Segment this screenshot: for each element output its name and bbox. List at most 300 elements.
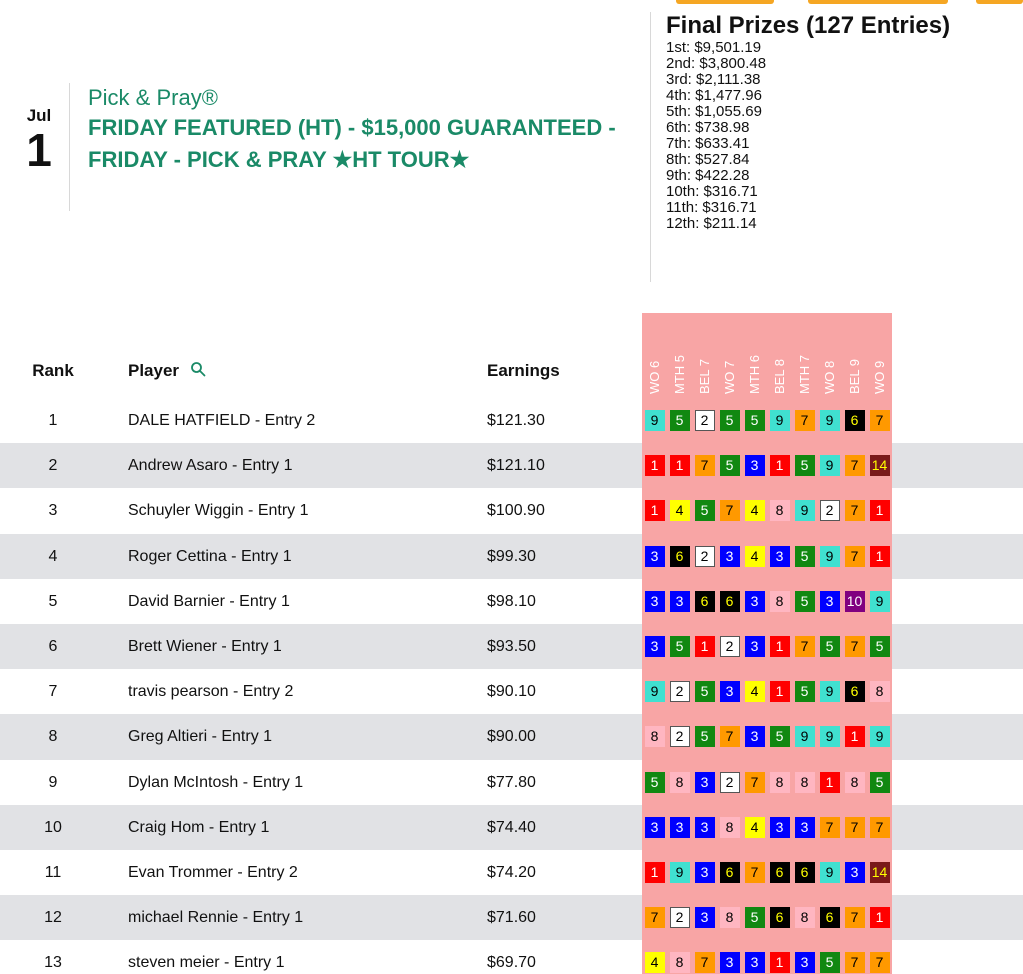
pick-number: 3: [845, 862, 865, 883]
race-header: [667, 313, 692, 398]
prize-item: 5th: $1,055.69: [666, 103, 762, 120]
table-row[interactable]: [0, 714, 1023, 759]
table-row[interactable]: [0, 760, 1023, 805]
pick-cell: [767, 940, 792, 974]
pick-number: 5: [745, 410, 765, 431]
picks: [642, 624, 892, 669]
pick-cell: [792, 579, 817, 624]
picks: [642, 805, 892, 850]
picks: [642, 850, 892, 895]
pick-cell: [767, 760, 792, 805]
pick-number: 3: [695, 817, 715, 838]
pick-number: 3: [645, 636, 665, 657]
pick-cell: [717, 805, 742, 850]
pick-number: 3: [795, 817, 815, 838]
pick-number: 8: [770, 772, 790, 793]
picks: [642, 940, 892, 974]
player-cell: Dylan McIntosh - Entry 1: [128, 773, 304, 791]
pick-number: 7: [870, 952, 890, 973]
search-icon[interactable]: [190, 361, 206, 382]
race-label: BEL 9: [847, 359, 862, 394]
rank-cell: 5: [48, 592, 58, 610]
pick-number: 3: [670, 591, 690, 612]
pick-cell: [792, 443, 817, 488]
pick-cell: [642, 805, 667, 850]
pick-cell: [742, 443, 767, 488]
table-row[interactable]: [0, 669, 1023, 714]
pick-number: 6: [720, 862, 740, 883]
pick-cell: [692, 579, 717, 624]
pick-cell: [742, 579, 767, 624]
top-tab[interactable]: [976, 0, 1023, 4]
pick-cell: [842, 534, 867, 579]
pick-cell: [842, 760, 867, 805]
pick-number: 9: [795, 500, 815, 521]
race-header: [742, 313, 767, 398]
table-row[interactable]: [0, 488, 1023, 533]
pick-number: 5: [645, 772, 665, 793]
contest-name: FRIDAY FEATURED (HT) - $15,000 GUARANTEED - FRIDAY - PICK & PRAY ★HT TOUR★: [88, 115, 616, 172]
pick-number: 5: [795, 546, 815, 567]
pick-cell: [667, 579, 692, 624]
pick-number: 8: [720, 817, 740, 838]
pick-cell: [767, 669, 792, 714]
pick-cell: [667, 805, 692, 850]
contest-brand: Pick & Pray®: [88, 85, 218, 110]
pick-number: 3: [770, 546, 790, 567]
contest-header: [88, 84, 648, 176]
earnings-cell: $74.40: [487, 818, 536, 836]
earnings-cell: $100.90: [487, 502, 545, 520]
final-prizes-panel: [650, 12, 950, 282]
pick-cell: [742, 488, 767, 533]
table-row[interactable]: [0, 940, 1023, 974]
pick-cell: [817, 895, 842, 940]
player-cell: DALE HATFIELD - Entry 2: [128, 412, 316, 429]
earnings-cell: $98.10: [487, 592, 536, 610]
pick-cell: [792, 760, 817, 805]
pick-cell: [842, 624, 867, 669]
race-header: [642, 313, 667, 398]
pick-cell: [692, 895, 717, 940]
pick-cell: [742, 624, 767, 669]
race-header: [817, 313, 842, 398]
pick-number: 2: [720, 636, 740, 657]
pick-number: 1: [770, 636, 790, 657]
earnings-cell: $121.30: [487, 412, 545, 429]
top-tab[interactable]: [808, 0, 948, 4]
pick-cell: [742, 895, 767, 940]
pick-number: 2: [670, 907, 690, 928]
prize-list: [666, 40, 950, 232]
pick-cell: [817, 488, 842, 533]
picks: [642, 398, 892, 443]
prize-item: 6th: $738.98: [666, 119, 750, 136]
pick-cell: [842, 805, 867, 850]
pick-cell: [642, 940, 667, 974]
table-row[interactable]: [0, 534, 1023, 579]
earnings-cell: $77.80: [487, 773, 536, 791]
pick-number: 3: [720, 681, 740, 702]
pick-cell: [742, 714, 767, 759]
pick-cell: [667, 940, 692, 974]
player-cell: David Barnier - Entry 1: [128, 592, 290, 610]
earnings-cell: $90.10: [487, 683, 536, 701]
pick-cell: [717, 669, 742, 714]
pick-number: 5: [795, 681, 815, 702]
pick-number: 5: [745, 907, 765, 928]
pick-cell: [867, 669, 892, 714]
pick-cell: [642, 534, 667, 579]
pick-number: 14: [870, 862, 890, 883]
earnings-cell: $74.20: [487, 863, 536, 881]
pick-cell: [667, 714, 692, 759]
pick-cell: [817, 534, 842, 579]
pick-number: 8: [670, 772, 690, 793]
pick-cell: [817, 579, 842, 624]
pick-number: 8: [770, 500, 790, 521]
pick-number: 9: [870, 591, 890, 612]
race-label: BEL 8: [772, 359, 787, 394]
pick-number: 7: [745, 862, 765, 883]
pick-cell: [867, 805, 892, 850]
pick-number: 2: [695, 410, 715, 431]
pick-number: 3: [770, 817, 790, 838]
race-label: MTH 5: [672, 355, 687, 394]
pick-cell: [717, 760, 742, 805]
pick-cell: [692, 488, 717, 533]
pick-cell: [742, 805, 767, 850]
pick-cell: [642, 714, 667, 759]
pick-cell: [642, 760, 667, 805]
pick-cell: [867, 579, 892, 624]
pick-number: 1: [645, 455, 665, 476]
pick-number: 1: [845, 726, 865, 747]
player-cell: steven meier - Entry 1: [128, 954, 285, 972]
pick-cell: [767, 805, 792, 850]
pick-cell: [767, 850, 792, 895]
pick-number: 7: [845, 907, 865, 928]
rank-cell: 7: [48, 683, 58, 701]
pick-cell: [667, 443, 692, 488]
pick-number: 14: [870, 455, 890, 476]
pick-cell: [642, 669, 667, 714]
pick-cell: [867, 624, 892, 669]
pick-number: 5: [820, 636, 840, 657]
pick-cell: [692, 760, 717, 805]
prize-item: 9th: $422.28: [666, 167, 750, 184]
pick-cell: [842, 398, 867, 443]
pick-cell: [867, 443, 892, 488]
pick-cell: [867, 850, 892, 895]
pick-number: 3: [695, 907, 715, 928]
pick-cell: [742, 669, 767, 714]
pick-number: 6: [820, 907, 840, 928]
pick-cell: [842, 850, 867, 895]
contest-date: [22, 106, 56, 174]
picks: [642, 488, 892, 533]
pick-number: 4: [745, 500, 765, 521]
pick-number: 3: [695, 772, 715, 793]
pick-cell: [817, 443, 842, 488]
race-label: MTH 7: [797, 355, 812, 394]
picks: [642, 760, 892, 805]
pick-number: 1: [870, 907, 890, 928]
picks: [642, 579, 892, 624]
pick-number: 8: [645, 726, 665, 747]
pick-number: 8: [795, 907, 815, 928]
rank-cell: 8: [48, 728, 58, 746]
top-tab-strip: [676, 0, 1023, 4]
pick-number: 9: [645, 410, 665, 431]
player-cell: Craig Hom - Entry 1: [128, 818, 270, 836]
pick-cell: [667, 669, 692, 714]
pick-cell: [667, 895, 692, 940]
pick-number: 7: [695, 952, 715, 973]
table-row[interactable]: [0, 579, 1023, 624]
prize-item: 12th: $211.14: [666, 215, 757, 232]
pick-number: 6: [795, 862, 815, 883]
final-prizes-title: Final Prizes (127 Entries): [666, 12, 951, 39]
player-cell: Andrew Asaro - Entry 1: [128, 457, 293, 475]
race-headers: [642, 313, 892, 398]
pick-cell: [817, 850, 842, 895]
pick-number: 1: [645, 862, 665, 883]
pick-number: 9: [820, 455, 840, 476]
pick-cell: [867, 895, 892, 940]
table-row[interactable]: [0, 850, 1023, 895]
table-row[interactable]: [0, 443, 1023, 488]
pick-cell: [767, 624, 792, 669]
pick-number: 5: [820, 952, 840, 973]
earnings-cell: $90.00: [487, 728, 536, 746]
picks: [642, 895, 892, 940]
player-cell: Roger Cettina - Entry 1: [128, 547, 292, 565]
pick-cell: [817, 940, 842, 974]
pick-number: 8: [770, 591, 790, 612]
pick-cell: [692, 714, 717, 759]
pick-number: 6: [845, 681, 865, 702]
pick-cell: [717, 714, 742, 759]
pick-number: 2: [720, 772, 740, 793]
pick-cell: [692, 443, 717, 488]
pick-number: 1: [695, 636, 715, 657]
earnings-cell: $99.30: [487, 547, 536, 565]
pick-number: 7: [695, 455, 715, 476]
pick-number: 9: [820, 546, 840, 567]
pick-number: 8: [845, 772, 865, 793]
pick-number: 3: [745, 455, 765, 476]
pick-cell: [742, 398, 767, 443]
race-label: BEL 7: [697, 359, 712, 394]
pick-cell: [792, 895, 817, 940]
rank-cell: 9: [48, 773, 58, 791]
pick-cell: [742, 940, 767, 974]
pick-cell: [717, 443, 742, 488]
pick-number: 3: [820, 591, 840, 612]
pick-number: 7: [845, 546, 865, 567]
rank-cell: 6: [48, 637, 58, 655]
picks: [642, 714, 892, 759]
pick-number: 7: [795, 636, 815, 657]
leaderboard-header: [0, 313, 1023, 398]
pick-number: 3: [745, 726, 765, 747]
player-header[interactable]: [128, 361, 206, 382]
earnings-cell: $93.50: [487, 637, 536, 655]
pick-number: 9: [670, 862, 690, 883]
pick-number: 1: [645, 500, 665, 521]
pick-number: 5: [695, 726, 715, 747]
pick-number: 7: [845, 636, 865, 657]
table-row[interactable]: [0, 624, 1023, 669]
pick-cell: [817, 760, 842, 805]
pick-cell: [792, 534, 817, 579]
pick-cell: [642, 398, 667, 443]
rank-header[interactable]: Rank: [32, 361, 74, 380]
pick-cell: [767, 579, 792, 624]
pick-cell: [667, 488, 692, 533]
table-row[interactable]: [0, 805, 1023, 850]
player-cell: Brett Wiener - Entry 1: [128, 637, 282, 655]
pick-cell: [717, 624, 742, 669]
pick-number: 6: [720, 591, 740, 612]
pick-cell: [792, 398, 817, 443]
player-cell: Schuyler Wiggin - Entry 1: [128, 502, 309, 520]
pick-cell: [792, 488, 817, 533]
pick-number: 9: [820, 410, 840, 431]
pick-number: 8: [720, 907, 740, 928]
pick-number: 5: [670, 410, 690, 431]
pick-number: 1: [770, 681, 790, 702]
pick-number: 3: [745, 591, 765, 612]
pick-number: 7: [795, 410, 815, 431]
leaderboard: [0, 313, 1023, 974]
race-header: [767, 313, 792, 398]
pick-number: 4: [745, 681, 765, 702]
pick-number: 6: [770, 862, 790, 883]
pick-number: 1: [770, 455, 790, 476]
pick-number: 7: [820, 817, 840, 838]
pick-cell: [867, 714, 892, 759]
pick-number: 3: [745, 952, 765, 973]
race-label: WO 7: [722, 360, 737, 394]
pick-cell: [792, 850, 817, 895]
prize-item: 7th: $633.41: [666, 135, 750, 152]
date-month: Jul: [26, 106, 52, 125]
picks: [642, 534, 892, 579]
rank-cell: 11: [44, 863, 62, 881]
pick-cell: [717, 398, 742, 443]
pick-cell: [667, 534, 692, 579]
pick-cell: [842, 714, 867, 759]
date-day: 1: [26, 124, 52, 176]
pick-cell: [742, 760, 767, 805]
player-cell: travis pearson - Entry 2: [128, 683, 294, 701]
pick-cell: [867, 534, 892, 579]
pick-cell: [792, 805, 817, 850]
pick-number: 9: [820, 726, 840, 747]
pick-number: 9: [770, 410, 790, 431]
pick-number: 6: [670, 546, 690, 567]
pick-number: 9: [820, 681, 840, 702]
pick-number: 4: [745, 546, 765, 567]
rank-cell: 4: [48, 547, 58, 565]
rank-cell: 10: [44, 818, 62, 836]
pick-cell: [642, 895, 667, 940]
race-label: WO 9: [872, 360, 887, 394]
pick-number: 5: [770, 726, 790, 747]
prize-item: 2nd: $3,800.48: [666, 55, 767, 72]
pick-cell: [692, 805, 717, 850]
pick-cell: [817, 669, 842, 714]
pick-number: 3: [645, 817, 665, 838]
rank-cell: 2: [48, 457, 58, 475]
pick-cell: [692, 940, 717, 974]
pick-cell: [792, 624, 817, 669]
top-tab[interactable]: [676, 0, 774, 4]
pick-number: 8: [795, 772, 815, 793]
picks: [642, 443, 892, 488]
player-cell: Evan Trommer - Entry 2: [128, 863, 298, 881]
rank-cell: 3: [48, 502, 58, 520]
table-row[interactable]: [0, 398, 1023, 443]
race-header: [717, 313, 742, 398]
pick-number: 5: [870, 636, 890, 657]
pick-number: 7: [870, 410, 890, 431]
pick-cell: [842, 579, 867, 624]
pick-number: 9: [820, 862, 840, 883]
pick-number: 3: [720, 952, 740, 973]
pick-number: 6: [695, 591, 715, 612]
pick-number: 9: [870, 726, 890, 747]
pick-number: 3: [745, 636, 765, 657]
pick-cell: [767, 443, 792, 488]
pick-number: 4: [745, 817, 765, 838]
pick-number: 6: [770, 907, 790, 928]
pick-number: 1: [870, 500, 890, 521]
pick-cell: [717, 579, 742, 624]
pick-number: 1: [820, 772, 840, 793]
pick-number: 4: [670, 500, 690, 521]
pick-cell: [842, 488, 867, 533]
player-cell: Greg Altieri - Entry 1: [128, 728, 273, 746]
pick-number: 8: [670, 952, 690, 973]
pick-cell: [792, 669, 817, 714]
pick-number: 1: [670, 455, 690, 476]
pick-cell: [767, 714, 792, 759]
pick-number: 7: [845, 817, 865, 838]
race-header: [867, 313, 892, 398]
pick-cell: [642, 443, 667, 488]
pick-cell: [642, 850, 667, 895]
pick-cell: [842, 443, 867, 488]
table-row[interactable]: [0, 895, 1023, 940]
pick-cell: [792, 714, 817, 759]
pick-number: 5: [720, 455, 740, 476]
prize-item: 11th: $316.71: [666, 199, 757, 216]
pick-cell: [817, 805, 842, 850]
earnings-header[interactable]: Earnings: [487, 361, 560, 380]
pick-number: 5: [795, 591, 815, 612]
pick-number: 10: [845, 591, 865, 612]
prize-item: 1st: $9,501.19: [666, 39, 762, 56]
pick-cell: [742, 534, 767, 579]
pick-number: 5: [870, 772, 890, 793]
pick-cell: [692, 669, 717, 714]
pick-number: 2: [670, 726, 690, 747]
pick-number: 7: [720, 500, 740, 521]
pick-number: 3: [670, 817, 690, 838]
